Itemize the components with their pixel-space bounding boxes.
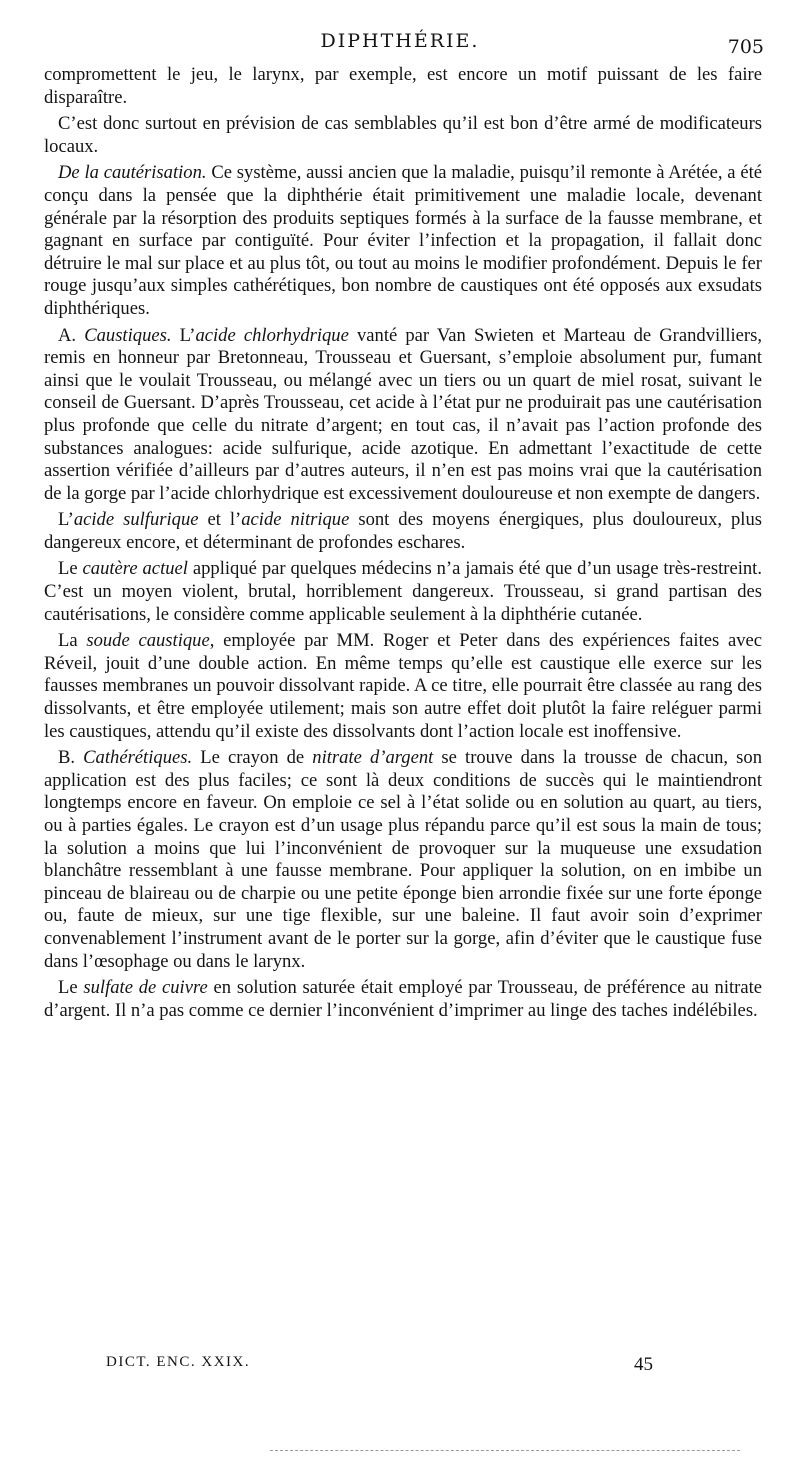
running-title: DIPHTHÉRIE. — [320, 30, 480, 52]
text-run: sont des moyens énergiques, plus douloureux, plus dangereux encore, et déterminant de profondes eschares. — [44, 509, 762, 553]
bottom-rule — [270, 1450, 740, 1451]
text-run: et l’ — [198, 509, 242, 531]
text-run: en solution saturée était employé par Trousseau, de préférence au nitrate d’argent. Il n’a pas comme ce dernier l’inconvénient d’imprimer au linge des taches indélébiles. — [44, 977, 763, 1021]
italic-term: sulfate de cuivre — [83, 977, 208, 999]
text-run: L’ — [171, 324, 196, 346]
text-run: vanté par Van Swieten et Marteau de Grandvilliers, remis en honneur par Bretonneau, Trousseau et Guersant, s’emploie absolument pur, fumant ainsi que le voulait Trousseau, ou mélangé avec un tiers ou un quart de miel rosat, suivant le conseil de Guersant. D’après Trousseau, cet acide à l’état pur ne produirait pas une cautérisation plus profonde que celle du nitrate d’argent; en tout cas, il n’avait pas l’action profonde des substances analogues: acide sulfurique, acide azotique. En admettant l’exactitude de cette assertion vérifiée d’ailleurs par d’autres auteurs, il n’en est pas moins vrai que la cautérisation de la gorge par l’acide chlorhydrique est excessivement douloureuse et non exempte de dangers. — [44, 324, 762, 504]
page-footer — [0, 1350, 800, 1390]
paragraph — [44, 977, 762, 1022]
paragraph — [44, 325, 762, 506]
italic-term: acide sulfurique — [73, 509, 199, 531]
text-run: se trouve dans la trousse de chacun, son application est des plus faciles; ce sont là deux conditions de succès qui le maintiendront longtemps encore en faveur. On emploie ce sel à l’état solide ou en solution au quart, au tiers, ou à parties égales. Le crayon est d’un usage plus répandu parce qu’il est sous la main de tous; la solution a moins que lui l’inconvénient de provoquer sur la muqueuse une exsudation blanchâtre ressemblant à une fausse membrane. Pour appliquer la solution, on en imbibe un pinceau de blaireau ou de charpie ou une petite éponge bien arrondie fixée sur une forte éponge ou, faute de mieux, sur une tige flexible, sur une baleine. Il faut avoir soin d’exprimer convenablement l’instrument avant de le porter sur la gorge, afin d’éviter que le caustique fuse dans l’œsophage ou dans le larynx. — [44, 747, 762, 972]
text-run: A. — [58, 324, 85, 346]
text-run: Le — [58, 977, 84, 999]
text-run: appliqué par quelques médecins n’a jamais été que d’un usage très-restreint. C’est un moyen violent, brutal, horriblement dangereux. Trousseau, si grand partisan des cautérisations, le considère comme applicable seulement à la diphthérie cutanée. — [44, 558, 762, 625]
text-run: La — [58, 630, 87, 652]
volume-signature: DICT. ENC. XXIX. — [106, 1354, 251, 1370]
text-run: , employée par MM. Roger et Peter dans des expériences faites avec Réveil, jouit d’une double action. En même temps qu’elle est caustique elle exerce sur les fausses membranes un pouvoir dissolvant rapide. A ce titre, elle pourrait être classée au rang des dissolvants, et être employée utilement; mais son autre effet doit plutôt la faire reléguer parmi les caustiques, attendu qu’il existe des dissolvants dont l’action locale est inoffensive. — [44, 630, 763, 742]
paragraph — [44, 113, 762, 158]
italic-term: De la cautérisation. — [58, 162, 207, 184]
text-run: L’ — [58, 509, 74, 531]
italic-term: nitrate d’argent — [312, 747, 434, 769]
italic-term: acide chlorhydrique — [195, 324, 349, 346]
text-run: C’est donc surtout en prévision de cas semblables qu’il est bon d’être armé de modificateurs locaux. — [44, 113, 762, 157]
page-header — [0, 22, 800, 62]
body-text — [44, 64, 762, 1026]
text-run: compromettent le jeu, le larynx, par exemple, est encore un motif puissant de les faire disparaître. — [44, 64, 762, 108]
paragraph — [44, 630, 762, 743]
text-run: Le — [58, 558, 83, 580]
text-run: Ce système, aussi ancien que la maladie, puisqu’il remonte à Arétée, a été conçu dans la pensée que la diphthérie était primitivement une maladie locale, devenant générale par la résorption des produits septiques formés à la surface de la fausse membrane, et gagnant en surface par contiguïté. Pour éviter l’infection et la propagation, il fallait donc détruire le mal sur place et au plus tôt, ou tout au moins le modifier profondément. Depuis le fer rouge jusqu’aux simples cathérétiques, bon nombre de caustiques ont été opposés aux exsudats diphthériques. — [44, 162, 763, 319]
italic-term: soude caustique — [86, 630, 210, 652]
sheet-number: 45 — [634, 1354, 653, 1375]
italic-term: acide nitrique — [241, 509, 350, 531]
italic-term: Caustiques. — [84, 324, 172, 346]
page-number: 705 — [727, 36, 764, 58]
paragraph — [44, 558, 762, 626]
paragraph — [44, 64, 762, 109]
text-run: B. — [58, 747, 84, 769]
paragraph — [44, 747, 762, 973]
paragraph — [44, 162, 762, 320]
paragraph — [44, 509, 762, 554]
italic-term: Cathérétiques. — [83, 747, 193, 769]
text-run: Le crayon de — [192, 747, 313, 769]
italic-term: cautère actuel — [82, 558, 188, 580]
